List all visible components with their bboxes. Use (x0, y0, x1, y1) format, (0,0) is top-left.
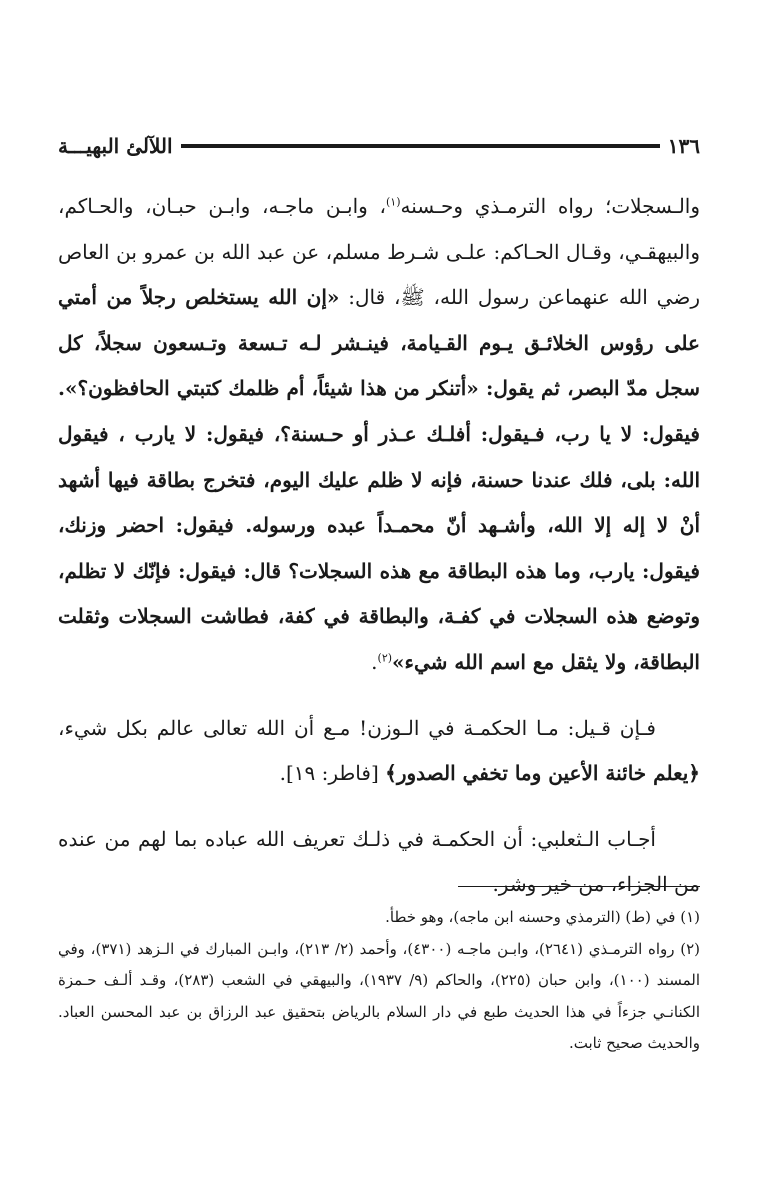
header-rule (181, 144, 660, 148)
paragraph-hadith (58, 184, 700, 686)
surah-reference: [فاطر: ١٩]. (279, 761, 386, 786)
footnote-1: (١) في (ط) (الترمذي وحسنه ابن ماجه)، وهو خطأ. (385, 908, 700, 926)
footnote-separator (458, 886, 700, 887)
paragraph-answer: أجـاب الـثعلبي: أن الحكمـة في ذلـك تعريف الله عباده بما لهم من عنده من الجزاء، من خير وشر. (58, 826, 700, 897)
footnote-ref-1: (١) (385, 195, 401, 209)
quran-verse: ﴿يعلم خائنة الأعين وما تخفي الصدور﴾ (385, 761, 700, 786)
running-title: اللآلئ البهيـــة (58, 134, 173, 158)
text-segment: . (371, 649, 378, 674)
text-segment: والـسجلات؛ رواه الترمـذي وحـسنه (400, 194, 700, 218)
footnote-ref-2: (٢) (377, 651, 393, 665)
footnotes (58, 902, 700, 1060)
text-segment: فـإن قـيل: مـا الحكمـة في الـوزن! مـع أن الله تعالى عالم بكل شيء، (58, 715, 656, 740)
paragraph-question (58, 706, 700, 797)
footnote-2: (٢) رواه الترمـذي (٢٦٤١)، وابـن ماجـه (٤٣٠٠)، وأحمد (٢/ ٢١٣)، وابـن المبارك في الـزهد (٣٧١)، وفي المسند (١٠٠)، وابن حبان (٢٢٥)، والحاكم (٩/ ١٩٣٧)، والبيهقي في الشعب (٢٨٣)، وقـد ألـف حـمزة الكنانـي جزءاً في هذا الحديث طبع في دار السلام بالرياض بتحقيق عبد الرزاق بن عبد المحسن العباد. والحديث صحيح ثابت. (58, 939, 701, 1052)
main-text (58, 184, 700, 908)
page-number: ١٣٦ (667, 134, 700, 158)
page-header (58, 133, 700, 159)
hadith-quote: «إن الله يستخلص رجلاً من أمتي على رؤوس الخلائـق يـوم القـيامة، فينـشر لـه تـسعة وتـسعون سجلاً، كل سجل مدّ البصر، ثم يقول: «أتنكر من هذا شيئاً، أم ظلمك كتبتي الحافظون؟». فيقول: لا يا رب، فـيقول: أفلـك عـذر أو حـسنة؟، فيقول: لا يارب ، فيقول الله: بلى، فلك عندنا حسنة، فإنه لا ظلم عليك اليوم، فتخرج بطاقة فيها أشهد أنْ لا إله إلا الله، وأشـهد أنّ محمـداً عبده ورسوله. فيقول: احضر وزنك، فيقول: يارب، وما هذه البطاقة مع هذه السجلات؟ قال: فيقول: فإنّك لا تظلم، وتوضع هذه السجلات في كفـة، والبطاقة في كفة، فطاشت السجلات وثقلت البطاقة، ولا يثقل مع اسم الله شيء» (58, 285, 700, 674)
text-segment: ، وابـن ماجـه، وابـن حبـان، والحـاكم، والبيهقـي، وقـال الحـاكم: علـى شـرط مسلم، عن عبد الله بن عمرو بن العاص رضي الله عنهماعن رسول الله، ﷺ، قال: (58, 194, 700, 310)
